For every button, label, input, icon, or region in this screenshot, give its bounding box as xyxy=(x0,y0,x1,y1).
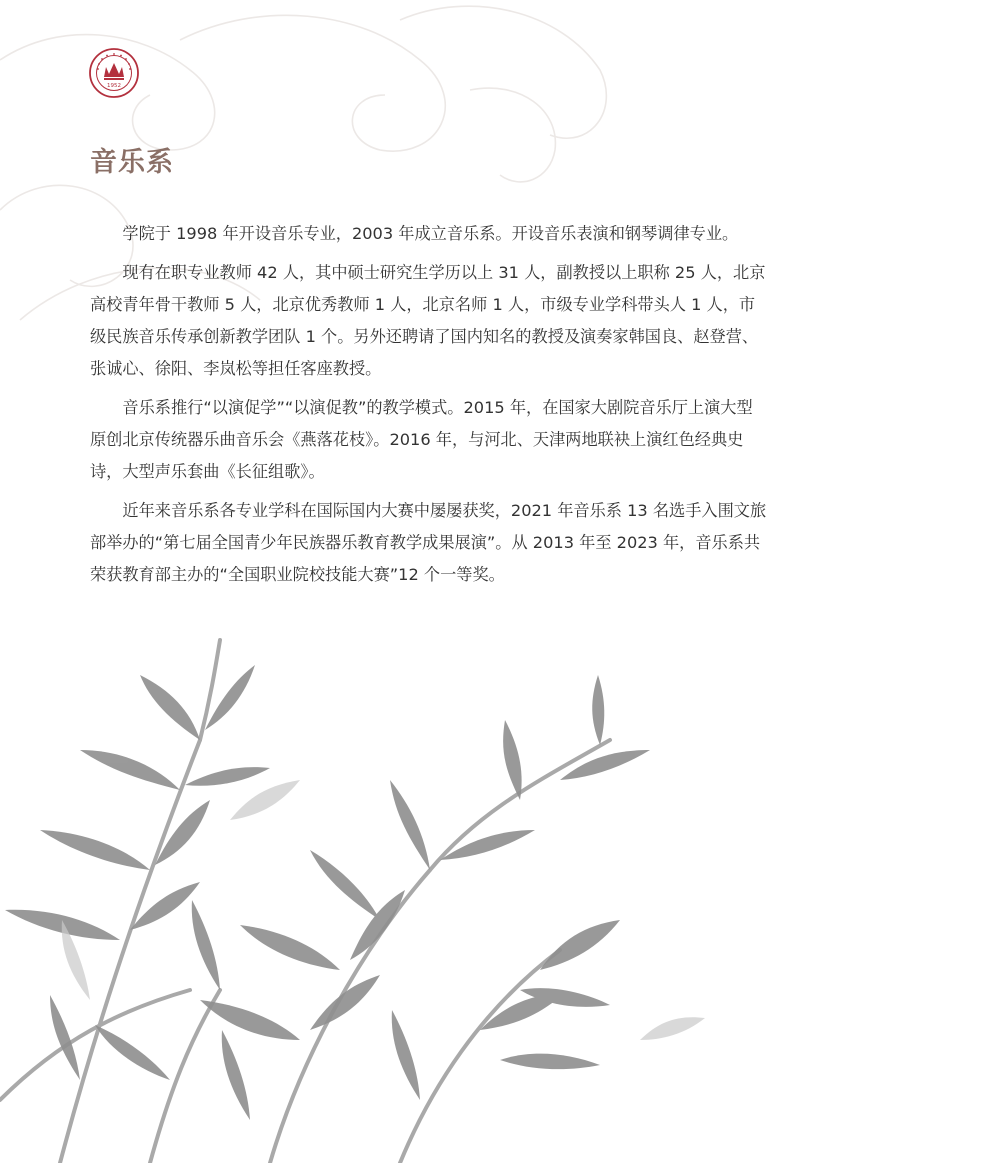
bamboo-leaf xyxy=(40,830,150,870)
logo-year: 1952 xyxy=(107,83,121,89)
bamboo-leaf xyxy=(500,1054,600,1069)
bamboo-ink-illustration xyxy=(0,620,720,1163)
page-title: 音乐系 xyxy=(90,147,174,178)
bamboo-leaf xyxy=(80,750,180,790)
bamboo-leaf xyxy=(185,767,270,786)
bamboo-leaf xyxy=(392,1010,420,1100)
paragraph-intro: 学院于 1998 年开设音乐专业，2003 年成立音乐系。开设音乐表演和钢琴调律专业。 xyxy=(122,224,739,243)
bamboo-stem xyxy=(150,990,220,1163)
bamboo-leaf xyxy=(310,975,380,1030)
paragraph-faculty: 现有在职专业教师 42 人，其中硕士研究生学历以上 31 人，副教授以上职称 25 人，北京高校青年骨干教师 5 人，北京优秀教师 1 人，北京名师 1 人，市级专业学科带头人 1 人，市级民族音乐传承创新教学团队 1 个。另外还聘请了国内知名的教授及演奏家韩国良、赵登营、张诚心、徐阳、李岚松等担任客座教授。 xyxy=(90,263,766,378)
bamboo-leaf xyxy=(192,900,220,990)
bamboo-leaf xyxy=(640,1017,705,1040)
bamboo-leaf xyxy=(230,780,300,820)
bamboo-leaf xyxy=(592,675,604,745)
bamboo-leaf xyxy=(503,720,521,800)
bamboo-leaf xyxy=(310,850,380,920)
bamboo-leaf xyxy=(390,780,430,870)
bamboo-leaf xyxy=(540,920,620,970)
paragraph-awards: 近年来音乐系各专业学科在国际国内大赛中屡屡获奖，2021 年音乐系 13 名选手入围文旅部举办的“第七届全国青少年民族器乐教育教学成果展演”。从 2013 年至 2023 年，音乐系共荣获教育部主办的“全国职业院校技能大赛”12 个一等奖。 xyxy=(90,501,767,584)
body-text xyxy=(90,218,768,598)
bamboo-leaf xyxy=(240,925,340,970)
bamboo-stem xyxy=(60,740,200,1163)
bamboo-leaf xyxy=(222,1030,250,1120)
paragraph-teaching-model: 音乐系推行“以演促学”“以演促教”的教学模式。2015 年，在国家大剧院音乐厅上演大型原创北京传统器乐曲音乐会《燕落花枝》。2016 年，与河北、天津两地联袂上演红色经典史诗，大型声乐套曲《长征组歌》。 xyxy=(90,398,753,481)
bamboo-stem xyxy=(270,870,430,1163)
bamboo-leaf xyxy=(200,1000,300,1040)
college-logo xyxy=(88,47,140,99)
bamboo-leaf xyxy=(560,750,650,780)
bamboo-leaf xyxy=(95,1025,170,1080)
bamboo-leaf xyxy=(140,675,200,740)
